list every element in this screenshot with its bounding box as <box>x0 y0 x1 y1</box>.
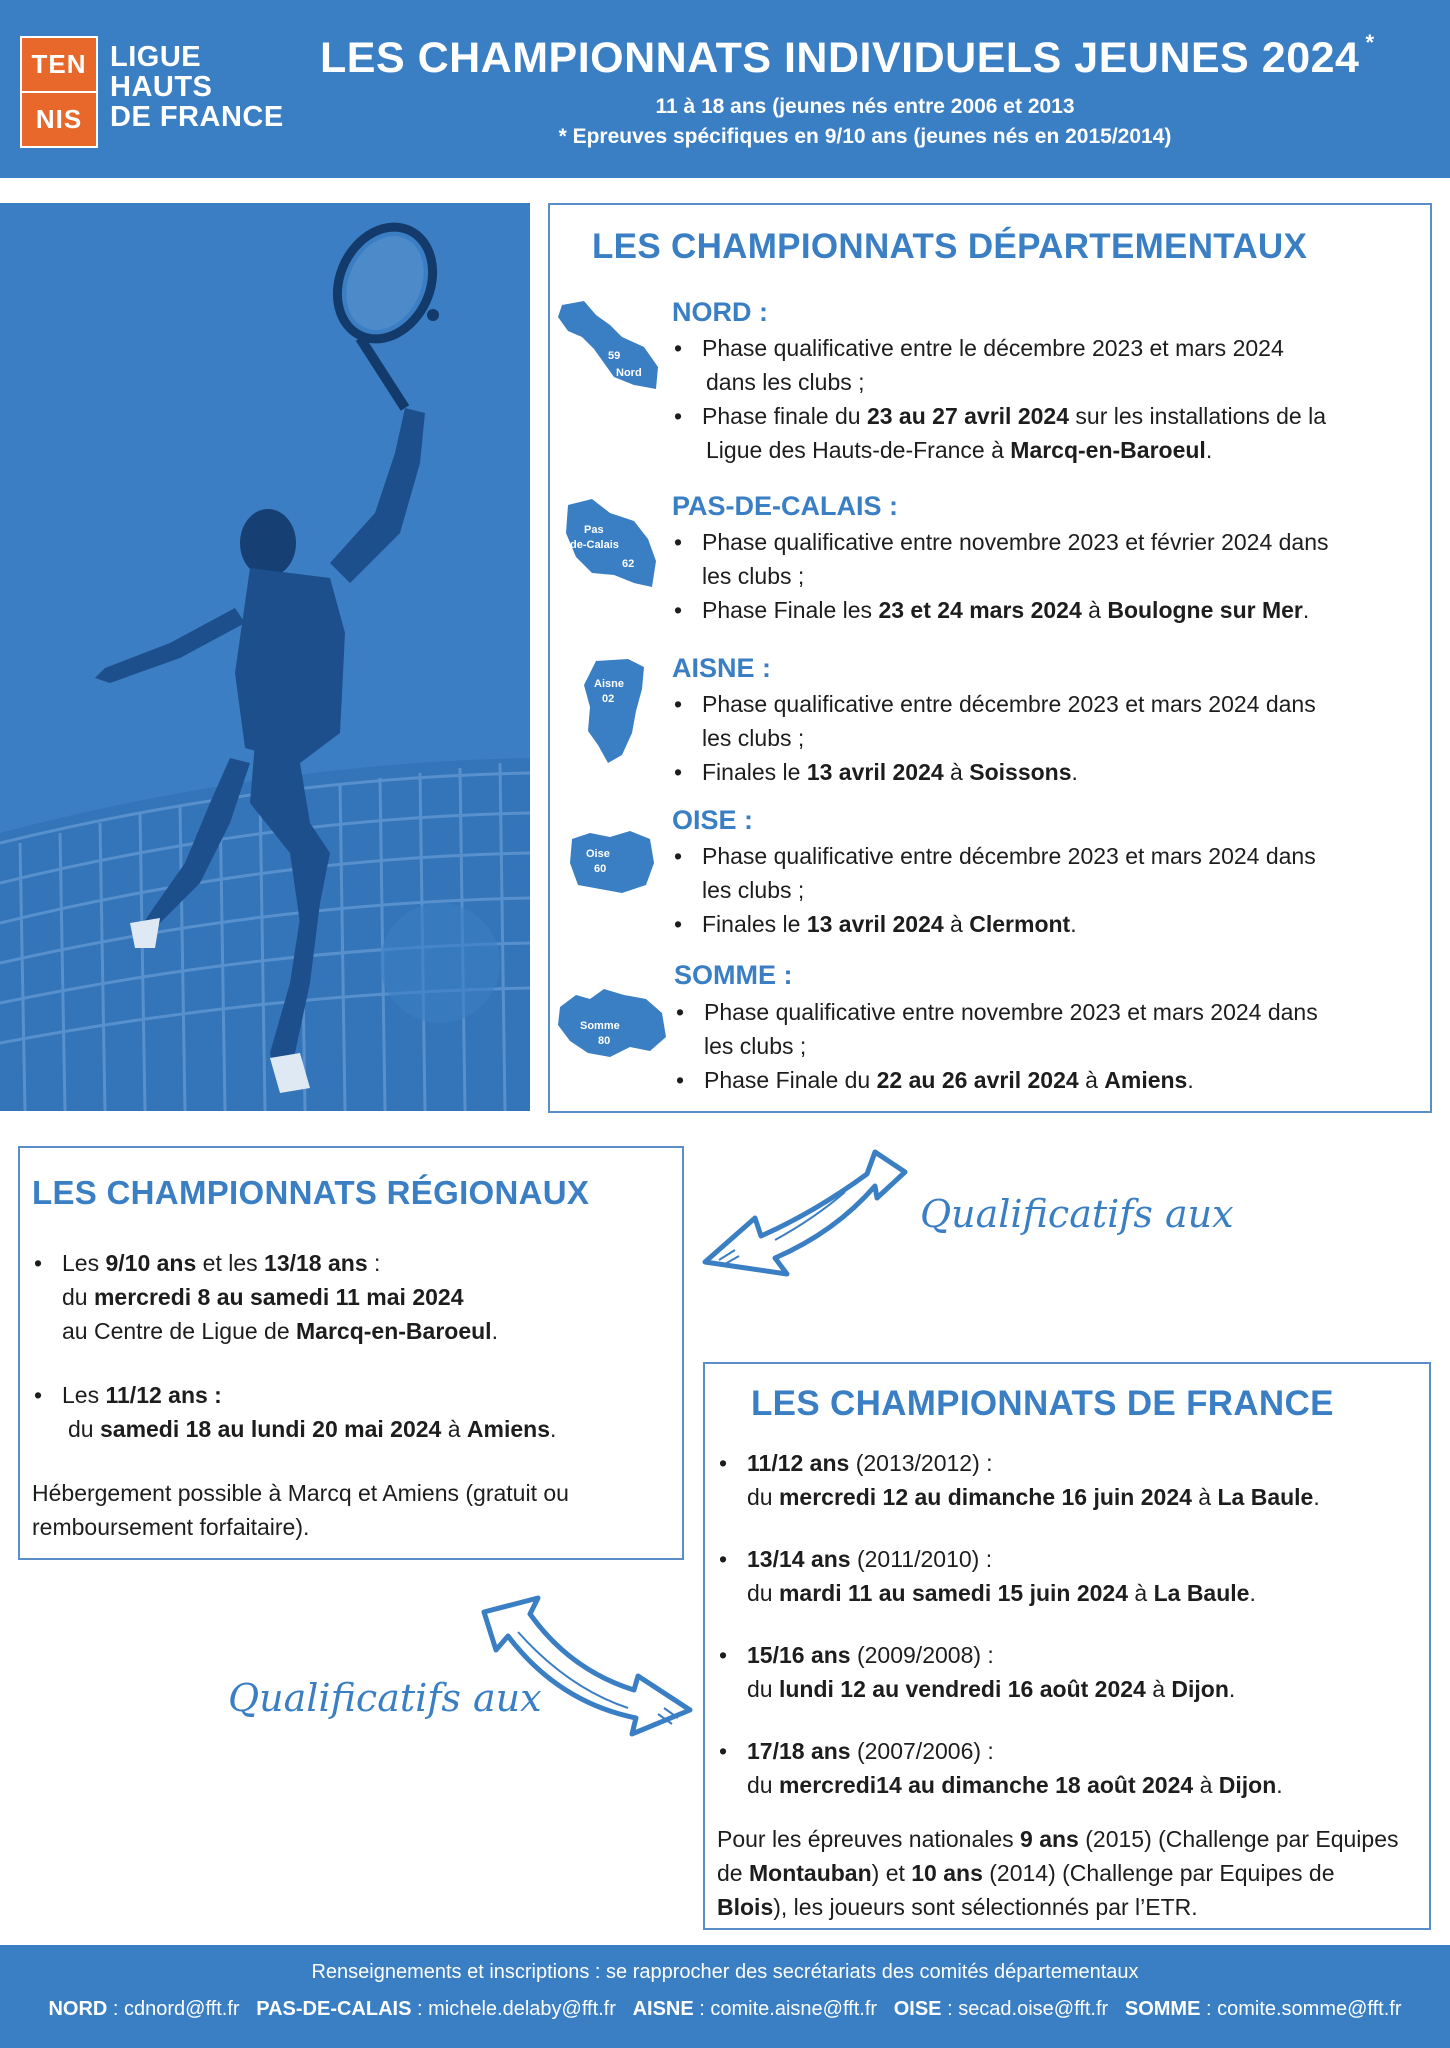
regional-details <box>32 1246 672 1544</box>
france-item: • 13/14 ans (2011/2010) : du mardi 11 au samedi 15 juin 2024 à La Baule. <box>717 1542 1423 1610</box>
contact-email-pdc[interactable]: michele.delaby@fft.fr <box>428 1998 616 2020</box>
league-line-2: HAUTS <box>110 71 213 103</box>
oise-map-label-1: Oise <box>586 848 610 860</box>
somme-details <box>674 995 1419 1097</box>
contact-label-nord: NORD <box>48 1998 108 2020</box>
tennis-logo <box>20 36 98 148</box>
racket-graphic <box>320 211 451 408</box>
aisne-heading: AISNE : <box>672 653 772 683</box>
somme-bullet-2: • Phase Finale du 22 au 26 avril 2024 à Amiens. <box>674 1063 1419 1097</box>
somme-map-label-2: 80 <box>598 1035 611 1047</box>
somme-map-icon <box>554 985 670 1065</box>
departmental-championships-box <box>548 203 1432 1113</box>
france-item: • 15/16 ans (2009/2008) : du lundi 12 au vendredi 16 août 2024 à Dijon. <box>717 1638 1423 1706</box>
france-title: LES CHAMPIONNATS DE FRANCE <box>751 1384 1334 1423</box>
nord-details <box>672 331 1412 467</box>
nord-map-label-2: Nord <box>616 367 642 379</box>
france-details <box>717 1446 1423 1924</box>
subtitle-line-1: 11 à 18 ans (jeunes nés entre 2006 et 2013 <box>655 95 1075 118</box>
pdc-map-label-2: de-Calais <box>570 539 619 551</box>
france-championships-box <box>703 1362 1431 1930</box>
aisne-map-label-1: Aisne <box>594 678 624 690</box>
contact-label-aisne: AISNE <box>632 1998 694 2020</box>
nord-bullet-1: • Phase qualificative entre le décembre 2023 et mars 2024 dans les clubs ; <box>672 331 1412 399</box>
footer <box>0 1945 1450 2048</box>
pdc-bullet-1: • Phase qualificative entre novembre 2023 et février 2024 dans les clubs ; <box>672 525 1417 593</box>
regional-title: LES CHAMPIONNATS RÉGIONAUX <box>32 1174 590 1211</box>
pas-de-calais-map-icon <box>562 495 662 595</box>
aisne-map-icon <box>578 655 658 767</box>
footer-info: Renseignements et inscriptions : se rapprocher des secrétariats des comités départementaux <box>311 1961 1139 1983</box>
tennis-player-illustration <box>0 203 530 1111</box>
contact-email-oise[interactable]: secad.oise@fft.fr <box>958 1998 1109 2020</box>
oise-heading: OISE : <box>672 805 754 835</box>
title-asterisk: * <box>1365 30 1375 55</box>
nord-map-label-1: 59 <box>608 350 621 362</box>
qualifying-label-bottom: Qualificatifs aux <box>228 1676 542 1720</box>
contact-email-nord[interactable]: cdnord@fft.fr <box>124 1998 240 2020</box>
france-item: • 11/12 ans (2013/2012) : du mercredi 12 au dimanche 16 juin 2024 à La Baule. <box>717 1446 1423 1514</box>
footer-contacts: NORD : cdnord@fft.fr PAS-DE-CALAIS : michele.delaby@fft.fr AISNE : comite.aisne@fft.fr OISE : secad.oise@fft.fr SOMME : comite.somme@fft.fr <box>48 1998 1402 2020</box>
somme-heading: SOMME : <box>674 960 793 990</box>
contact-email-aisne[interactable]: comite.aisne@fft.fr <box>710 1998 878 2020</box>
pas-de-calais-details <box>672 525 1417 627</box>
page-title: LES CHAMPIONNATS INDIVIDUELS JEUNES 2024 * <box>320 30 1375 82</box>
nord-bullet-2: • Phase finale du 23 au 27 avril 2024 sur les installations de la Ligue des Hauts-de-France à Marcq-en-Baroeul. <box>672 399 1412 467</box>
league-line-1: LIGUE <box>110 41 202 73</box>
contact-label-somme: SOMME <box>1124 1998 1201 2020</box>
oise-map-label-2: 60 <box>594 863 607 875</box>
player-silhouette-image <box>0 203 530 1111</box>
pdc-bullet-2: • Phase Finale les 23 et 24 mars 2024 à Boulogne sur Mer. <box>672 593 1417 627</box>
oise-map-icon <box>566 827 658 899</box>
aisne-map-label-2: 02 <box>602 693 615 705</box>
regional-item-1: • Les 9/10 ans et les 13/18 ans : du mercredi 8 au samedi 11 mai 2024 au Centre de Ligue de Marcq-en-Baroeul. <box>32 1246 672 1348</box>
oise-bullet-2: • Finales le 13 avril 2024 à Clermont. <box>672 907 1417 941</box>
somme-bullet-1: • Phase qualificative entre novembre 2023 et mars 2024 dans les clubs ; <box>674 995 1419 1063</box>
contact-email-somme[interactable]: comite.somme@fft.fr <box>1217 1998 1402 2020</box>
pdc-map-label-3: 62 <box>622 558 635 570</box>
contact-label-oise: OISE <box>893 1998 942 2020</box>
oise-bullet-1: • Phase qualificative entre décembre 2023 et mars 2024 dans les clubs ; <box>672 839 1417 907</box>
pas-de-calais-heading: PAS-DE-CALAIS : <box>672 491 898 521</box>
nord-heading: NORD : <box>672 297 768 327</box>
nord-map-icon <box>554 297 666 397</box>
regional-championships-box <box>18 1146 684 1560</box>
pdc-map-label-1: Pas <box>584 524 604 536</box>
aisne-bullet-2: • Finales le 13 avril 2024 à Soissons. <box>672 755 1417 789</box>
somme-map-label-1: Somme <box>580 1020 620 1032</box>
oise-details <box>672 839 1417 941</box>
regional-note: Hébergement possible à Marcq et Amiens (gratuit ou remboursement forfaitaire). <box>32 1480 569 1540</box>
aisne-bullet-1: • Phase qualificative entre décembre 2023 et mars 2024 dans les clubs ; <box>672 687 1417 755</box>
aisne-details <box>672 687 1417 789</box>
logo-top-text: TEN <box>22 38 96 91</box>
league-name <box>110 42 284 132</box>
regional-item-2: • Les 11/12 ans : du samedi 18 au lundi 20 mai 2024 à Amiens. <box>32 1378 672 1446</box>
league-line-3: DE FRANCE <box>110 101 284 133</box>
curved-arrow-left-icon <box>695 1142 915 1282</box>
france-item: • 17/18 ans (2007/2006) : du mercredi14 au dimanche 18 août 2024 à Dijon. <box>717 1734 1423 1802</box>
departmental-title: LES CHAMPIONNATS DÉPARTEMENTAUX <box>592 227 1308 266</box>
france-note: Pour les épreuves nationales 9 ans (2015) (Challenge par Equipes de Montauban) et 10 ans (2014) (Challenge par Equipes de Blois), les joueurs sont sélectionnés par l’ETR. <box>717 1826 1399 1920</box>
logo-bottom-text: NIS <box>22 93 96 146</box>
qualifying-label-top: Qualificatifs aux <box>920 1192 1234 1236</box>
contact-label-pdc: PAS-DE-CALAIS <box>256 1998 412 2020</box>
page-subtitle <box>430 92 1300 152</box>
subtitle-line-2: * Epreuves spécifiques en 9/10 ans (jeunes nés en 2015/2014) <box>558 125 1172 148</box>
